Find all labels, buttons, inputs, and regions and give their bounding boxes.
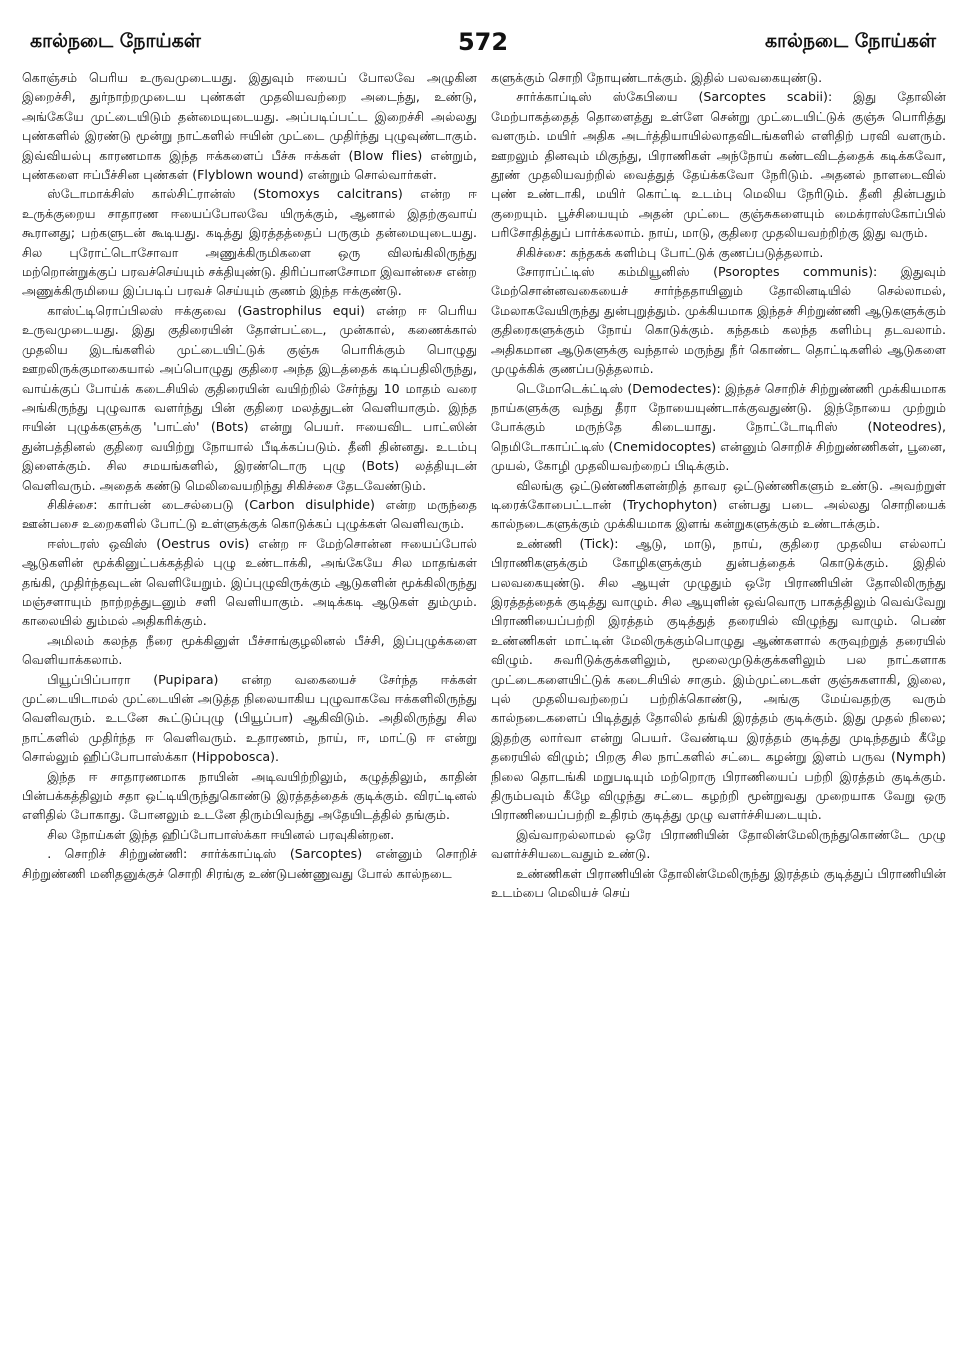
paragraph: விலங்கு ஒட்டுண்ணிகளன்றித் தாவர ஒட்டுண்ணிகளும் உண்டு. அவற்றுள் டிரைக்கோபைட்டான் (Trychophyton) என்பது படை அல்லது சொறியைக் கால்நடைகளுக்கும் முக்கியமாக இளங் கன்றுகளுக்கும் உண்டாக்கும். <box>491 477 946 532</box>
paragraph: சோராப்ட்டிஸ் கம்மியூனிஸ் (Psoroptes communis): இதுவும் மேற்சொன்னவகையைச் சார்ந்ததாயினும் தோலினடியில் செல்லாமல், மேலாகவேயிருந்து துன்புறுத்தும். முக்கியமாக இந்தச் சிற்றுண்ணி ஆடுகளுக்கும் குதிரைகளுக்கும் நோய் கொடுக்கும். கந்தகம் கலந்த களிம்பு தடவலாம். அதிகமான ஆடுகளுக்கு வந்தால் மருந்து நீர் கொண்ட தொட்டிகளில் ஆடுகளை முழுக்கிக் குணப்படுத்தலாம். <box>491 264 946 377</box>
paragraph: இந்த ஈ சாதாரணமாக நாயின் அடிவயிற்றிலும், கழுத்திலும், காதின் பின்பக்கத்திலும் சதா ஒட்டியிருந்துகொண்டு இரத்தத்தைக் குடிக்கும். விரட்டினல் எளிதில் போகாது. போனலும் உடனே திரும்பிவந்து அதேயிடத்தில் தங்கும். <box>22 768 477 823</box>
text-columns <box>22 68 946 1357</box>
page-number: 572 <box>457 28 509 56</box>
paragraph: ஈஸ்டரஸ் ஒவிஸ் (Oestrus ovis) என்ற ஈ மேற்சொன்ன ஈயைப்போல் ஆடுகளின் மூக்கினுட்பக்கத்தில் புழு உண்டாக்கி, அங்கேயே சில மாதங்கள் தங்கி, முதிர்ந்தவுடன் வெளியேறும். இப்புழுவிருக்கும் ஆடுகளின் மூக்கிலிருந்து மஞ்சளாயும் நாற்றத்துடனும் சளி வெளியாகும். அடிக்கடி ஆடுகள் தும்மும். காலையில் தும்மல் அதிகரிக்கும். <box>22 535 477 629</box>
page-header <box>30 22 936 62</box>
paragraph: அமிலம் கலந்த நீரை மூக்கினுள் பீச்சாங்குழலினல் பீச்சி, இப்புழுக்களை வெளியாக்கலாம். <box>22 632 477 668</box>
paragraph: உண்ணிகள் பிராணியின் தோலின்மேலிருந்து இரத்தம் குடித்துப் பிராணியின் உடம்பை மெலியச் செய் <box>491 865 946 901</box>
paragraph: டெமோடெக்ட்டிஸ் (Demodectes): இந்தச் சொறிச் சிற்றுண்ணி முக்கியமாக நாய்களுக்கு வந்து தீரா நோயையுண்டாக்குவதுண்டு. இந்நோயை முற்றும் போக்கும் மருந்தே கிடையாது. நோட்டோடிரிஸ் (Noteodres), நெமிடோகாப்ட்டிஸ் (Cnemidocoptes) என்னும் சொறிச் சிற்றுண்ணிகள், பூனை, முயல், கோழி முதலியவற்றைப் பிடிக்கும். <box>491 380 946 474</box>
paragraph: இவ்வாறல்லாமல் ஒரே பிராணியின் தோலின்மேலிருந்துகொண்டே முழு வளர்ச்சியடைவதும் உண்டு. <box>491 826 946 862</box>
paragraph: சார்க்காப்டிஸ் ஸ்கேபியை (Sarcoptes scabii): இது தோலின் மேற்பாகத்தைத் தொளைத்து உள்ளே சென்று முட்டையிட்டுக் குஞ்சு பொரித்து வளரும். மயிர் அதிக அடர்த்தியாயில்லாதவிடங்களில் எளிதிற் பரவி வளரும். ஊறலும் தினவும் மிகுந்து, பிராணிகள் அந்நோய் கண்டவிடத்தைக் கடிக்கவோ, தூண் முதலியவற்றில் வைத்துத் தேய்க்கவோ நேரிடும். அதனல் நாளடைவில் புண் உண்டாகி, மயிர் கொட்டி உடம்பு மெலிய நேரிடும். தீனி தின்பதும் குறையும். பூச்சியையும் அதன் முட்டை குஞ்சுகளையும் மைக்ராஸ்கோப்பில் பரிசோதித்துப் பார்க்கலாம். நாய், மாடு, குதிரை முதலியவற்றிற்கு இது வரும். <box>491 89 946 241</box>
paragraph: உண்ணி (Tick): ஆடு, மாடு, நாய், குதிரை முதலிய எல்லாப் பிராணிகளுக்கும் கோழிகளுக்கும் துன்பத்தைக் கொடுக்கும். இதில் பலவகையுண்டு. சில ஆயுள் முழுதும் ஒரே பிராணியின் தோலிலிருந்து இரத்தத்தைக் குடித்து வாழும். சில ஆயுளின் ஒவ்வொரு பாகத்திலும் வெவ்வேறு பிராணியைப்பற்றி இரத்தம் குடித்துத் தரையில் விழுந்து வாழும். பெண் உண்ணிகள் மாட்டின் மேலிருக்கும்பொழுது ஆண்களால் கருவுற்றுத் தரையில் விழும். சுவரிடுக்குக்களிலும், மூலைமுடுக்குக்களிலும் பல நாட்களாக முட்டைகளையிட்டுக் கடைசியில் சாகும். இம்முட்டைகள் குஞ்சுகளாகி, இலை, புல் முதலியவற்றைப் பற்றிக்கொண்டு, அங்கு மேய்வதற்கு வரும் கால்நடைகளைப் பிடித்துத் தோலில் தங்கி இரத்தம் குடிக்கும். இது முதல் நிலை; இதற்கு லார்வா என்று பெயர். வேண்டிய இரத்தம் குடித்து முடிந்ததும் கீழே தரையில் விழும்; பிறகு சில நாட்களில் சட்டை கழன்று இளம் பருவ (Nymph) நிலை தொடங்கி மறுபடியும் மற்றொரு பிராணியைப் பற்றி இரத்தம் குடிக்கும். திரும்பவும் கீழே விழுந்து சட்டை கழற்றி மூன்றுவது முறையாக வேறு ஒரு பிராணியைப்பற்றி உதிரம் குடித்து முழு வளர்ச்சியடையும். <box>491 535 946 823</box>
paragraph: . சொறிச் சிற்றுண்ணி: சார்க்காப்டிஸ் (Sarcoptes) என்னும் சொறிச் சிற்றுண்ணி மனிதனுக்குச் சொறி சிரங்கு உண்டுபண்ணுவது போல் கால்நடை <box>22 846 477 881</box>
running-head-left: கால்நடை நோய்கள் <box>30 29 201 52</box>
paragraph: சில நோய்கள் இந்த ஹிப்போபாஸ்க்கா ஈயினல் பரவுகின்றன. <box>47 826 395 842</box>
running-head-right: கால்நடை நோய்கள் <box>765 29 936 52</box>
paragraph: ஸ்டோமாக்சிஸ் கால்சிட்ரான்ஸ் (Stomoxys calcitrans) என்ற ஈ உருக்குறைய சாதாரண ஈயைப்போலவே யிருக்கும், ஆனால் இதற்குவாய் கூரானது; பற்களுடன் கூடியது. கடித்து இரத்தத்தைப் பருகும் தன்மையுடையது. சில புரோட்டொசோவா அணுக்கிருமிகளை ஒரு விலங்கிலிருந்து மற்றொன்றுக்குப் பரவச்செய்யும் சக்தியுண்டு. திரிப்பானசோமா இவான்சை என்ற அணுக்கிருமியை இப்படிப் பரவச் செய்யும் குணம் இந்த ஈக்குண்டு. <box>22 186 477 299</box>
paragraph: கொஞ்சம் பெரிய உருவமுடையது. இதுவும் ஈயைப் போலவே அழுகின இறைச்சி, துர்நாற்றமுடைய புண்கள் முதலியவற்றை அடைந்து, உண்டு, அங்கேயே முட்டையிடும் தன்மையுடையது. அப்படிப்பட்ட இறைச்சி அல்லது புண்களில் இரண்டு மூன்று நாட்களில் ஈயின் முட்டை முதிர்ந்து புழுவுண்டாகும். இவ்வியல்பு காரணமாக இந்த ஈக்களைப் பீச்சு ஈக்கள் (Blow flies) என்றும், புண்களை ஈப்பீச்சின புண்கள் (Flyblown wound) என்றும் சொல்வார்கள். <box>22 70 477 183</box>
paragraph: களுக்கும் சொறி நோயுண்டாக்கும். இதில் பலவகையுண்டு. <box>491 70 823 85</box>
paragraph: சிகிச்சை: கார்பன் டைசல்பைடு (Carbon disulphide) என்ற மருந்தை ஊன்பசை உறைகளில் போட்டு உள்ளுக்குக் கொடுக்கப் புழுக்கள் வெளிவரும். <box>22 496 477 532</box>
paragraph: காஸ்ட்டிரொப்பிலஸ் ஈக்குவை (Gastrophilus equi) என்ற ஈ பெரிய உருவமுடையது. இது குதிரையின் தோள்பட்டை, முன்கால், கணைக்கால் முதலிய இடங்களில் முட்டையிட்டுக் குஞ்சு பொரிக்கும் பொழுது ஊறலிருக்குமாகையால் அப்பொழுது குதிரை அந்த இடத்தைக் கடிப்பதிலிருந்து, வாய்க்குப் போய்க் கடைசியில் குதிரையின் வயிற்றில் சேர்ந்து 10 மாதம் வரை அங்கிருந்து புழுவாக வளர்ந்து பின் குதிரை மலத்துடன் வெளியாகும். இந்த ஈயின் புழுக்களுக்கு 'பாட்ஸ்' (Bots) என்று பெயர். ஈயைவிட பாட்ஸின் துன்பத்தினல் குதிரை வயிற்று நோயால் பீடிக்கப்படும். தீனி தின்னது. உடம்பு இளைக்கும். சில சமயங்களில், இரண்டொரு புழு (Bots) லத்தியுடன் வெளிவரும். அதைக் கண்டு மெலிவையறிந்து சிகிச்சை தேடவேண்டும். <box>22 302 477 493</box>
left-column <box>22 68 477 1357</box>
right-column <box>491 68 946 1357</box>
paragraph: பியூப்பிப்பாரா (Pupipara) என்ற வகையைச் சேர்ந்த ஈக்கள் முட்டையிடாமல் முட்டையின் அடுத்த நிலையாகிய புழுவாகவே ஈக்களிலிருந்து வெளிவரும். உடனே கூட்டுப்புழு (பியூப்பா) ஆகிவிடும். அதிலிருந்து சில நாட்களில் முதிர்ந்த ஈ வெளிவரும். உதாரணம், நாய், ஈ, மாட்டு ஈ என்று சொல்லும் ஹிப்போபாஸ்க்கா (Hippobosca). <box>22 671 477 765</box>
paragraph: சிகிச்சை: கந்தகக் களிம்பு போட்டுக் குணப்படுத்தலாம். <box>516 244 824 260</box>
